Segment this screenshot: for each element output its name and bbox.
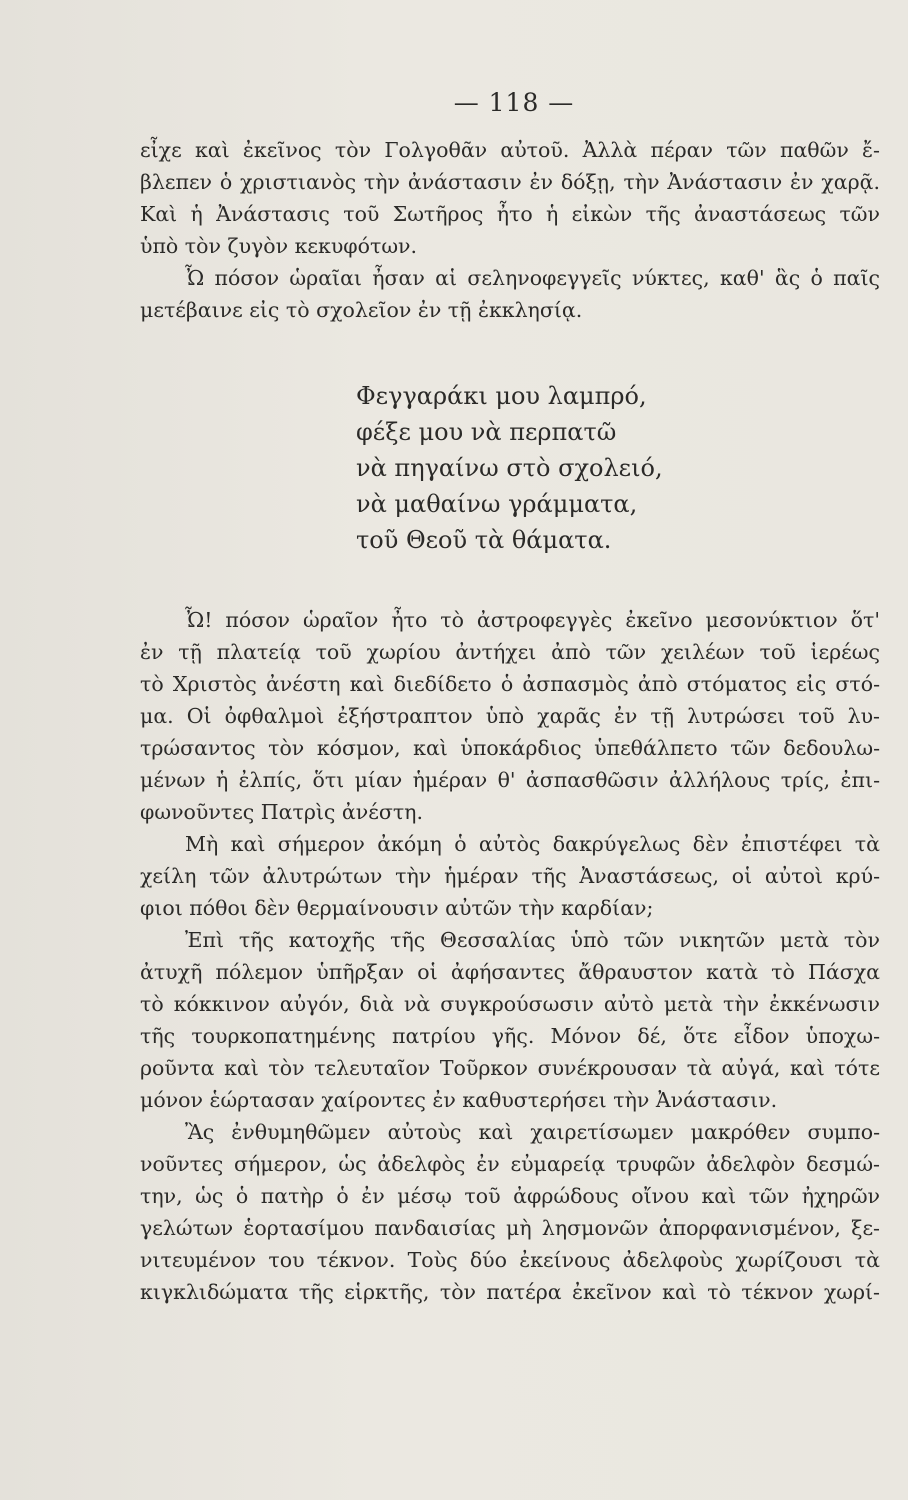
text-line: τὸ κόκκινον αὐγόν, διὰ νὰ συγκρούσωσιν αὐτὸ μετὰ τὴν ἐκκένωσιν xyxy=(140,992,880,1016)
text-line: φωνοῦντες Πατρὶς ἀνέστη. xyxy=(140,800,423,824)
text-line: βλεπεν ὁ χριστιανὸς τὴν ἀνάστασιν ἐν δόξῃ, τὴν Ἀνάστασιν ἐν χαρᾷ. xyxy=(140,170,880,194)
text-line: μόνον ἑώρτασαν χαίροντες ἐν καθυστερήσει τὴν Ἀνάστασιν. xyxy=(140,1088,778,1112)
poem-block xyxy=(356,378,776,558)
paragraph-3 xyxy=(140,604,880,828)
text-line: Ὦ πόσον ὡραῖαι ἦσαν αἱ σεληνοφεγγεῖς νύκτες, καθ' ἃς ὁ παῖς xyxy=(185,266,880,290)
text-line: μετέβαινε εἰς τὸ σχολεῖον ἐν τῇ ἐκκλησίᾳ. xyxy=(140,298,583,322)
poem-line: φέξε μου νὰ περπατῶ xyxy=(356,418,617,446)
text-line: Ὦ! πόσον ὡραῖον ἦτο τὸ ἀστροφεγγὲς ἐκεῖνο μεσονύκτιον ὅτ' xyxy=(185,608,880,632)
text-line: Μὴ καὶ σήμερον ἀκόμη ὁ αὐτὸς δακρύγελως δὲν ἐπιστέφει τὰ xyxy=(185,832,880,856)
poem-line: τοῦ Θεοῦ τὰ θάματα. xyxy=(356,526,612,554)
text-line: φιοι πόθοι δὲν θερμαίνουσιν αὐτῶν τὴν καρδίαν; xyxy=(140,896,654,920)
text-line: Ἐπὶ τῆς κατοχῆς τῆς Θεσσαλίας ὑπὸ τῶν νικητῶν μετὰ τὸν xyxy=(185,928,880,952)
text-line: μένων ἡ ἐλπίς, ὅτι μίαν ἡμέραν θ' ἀσπασθῶσιν ἀλλήλους τρίς, ἐπι- xyxy=(140,768,880,792)
text-line: ὑπὸ τὸν ζυγὸν κεκυφότων. xyxy=(140,234,418,258)
text-line: τὸ Χριστὸς ἀνέστη καὶ διεδίδετο ὁ ἀσπασμὸς ἀπὸ στόματος εἰς στό- xyxy=(140,672,880,696)
poem-line: Φεγγαράκι μου λαμπρό, xyxy=(356,382,647,410)
text-line: χείλη τῶν ἀλυτρώτων τὴν ἡμέραν τῆς Ἀναστάσεως, οἱ αὐτοὶ κρύ- xyxy=(140,864,880,888)
text-line: ἐν τῇ πλατείᾳ τοῦ χωρίου ἀντήχει ἀπὸ τῶν χειλέων τοῦ ἱερέως xyxy=(140,640,880,664)
poem-line: νὰ μαθαίνω γράμματα, xyxy=(356,490,638,518)
text-line: νοῦντες σήμερον, ὡς ἀδελφὸς ἐν εὐμαρείᾳ τρυφῶν ἀδελφὸν δεσμώ- xyxy=(140,1152,880,1176)
text-line: τῆς τουρκοπατημένης πατρίου γῆς. Μόνον δέ, ὅτε εἶδον ὑποχω- xyxy=(140,1024,880,1048)
text-line: Καὶ ἡ Ἀνάστασις τοῦ Σωτῆρος ἦτο ἡ εἰκὼν τῆς ἀναστάσεως τῶν xyxy=(140,202,880,226)
page-number: — 118 — xyxy=(453,88,575,117)
text-line: γελώτων ἑορτασίμου πανδαισίας μὴ λησμονῶν ἀπορφανισμένον, ξε- xyxy=(140,1216,880,1240)
text-line: μα. Οἱ ὀφθαλμοὶ ἐξήστραπτον ὑπὸ χαρᾶς ἐν τῇ λυτρώσει τοῦ λυ- xyxy=(140,704,880,728)
paragraph-6 xyxy=(140,1116,880,1308)
body-text xyxy=(140,134,880,1308)
paragraph-1 xyxy=(140,134,880,262)
text-line: κιγκλιδώματα τῆς εἱρκτῆς, τὸν πατέρα ἐκεῖνον καὶ τὸ τέκνον χωρί- xyxy=(140,1280,880,1304)
text-line: Ἂς ἐνθυμηθῶμεν αὐτοὺς καὶ χαιρετίσωμεν μακρόθεν συμπο- xyxy=(185,1120,880,1144)
paragraph-2 xyxy=(140,262,880,326)
text-line: την, ὡς ὁ πατὴρ ὁ ἐν μέσῳ τοῦ ἀφρώδους οἴνου καὶ τῶν ἠχηρῶν xyxy=(140,1184,880,1208)
text-line: τρώσαντος τὸν κόσμον, καὶ ὑποκάρδιος ὑπεθάλπετο τῶν δεδουλω- xyxy=(140,736,880,760)
paragraph-4 xyxy=(140,828,880,924)
text-line: εἶχε καὶ ἐκεῖνος τὸν Γολγοθᾶν αὐτοῦ. Ἀλλὰ πέραν τῶν παθῶν ἔ- xyxy=(140,138,880,162)
text-line: ροῦντα καὶ τὸν τελευταῖον Τοῦρκον συνέκρουσαν τὰ αὐγά, καὶ τότε xyxy=(140,1056,880,1080)
text-line: νιτευμένον του τέκνον. Τοὺς δύο ἐκείνους ἀδελφοὺς χωρίζουσι τὰ xyxy=(140,1248,880,1272)
paragraph-5 xyxy=(140,924,880,1116)
poem-line: νὰ πηγαίνω στὸ σχολειό, xyxy=(356,454,663,482)
text-line: ἀτυχῆ πόλεμον ὑπῆρξαν οἱ ἀφήσαντες ἄθραυστον κατὰ τὸ Πάσχα xyxy=(140,960,880,984)
